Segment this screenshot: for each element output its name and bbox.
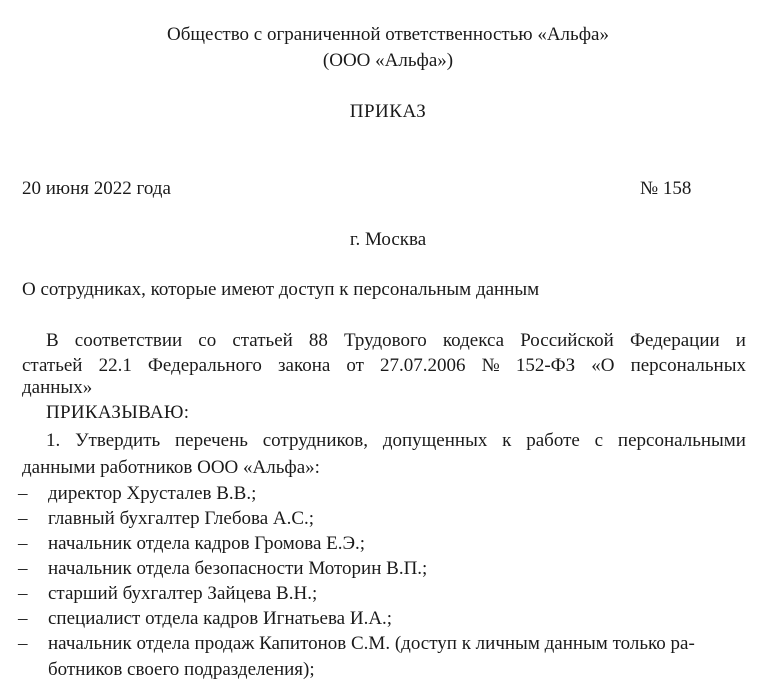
- list-dash: –: [18, 558, 28, 579]
- preamble-word: 27.07.2006: [380, 355, 466, 376]
- item-1-word: Утвердить: [75, 430, 161, 451]
- list-item-continuation: ботников своего подразделения);: [48, 659, 315, 680]
- list-dash: –: [18, 508, 28, 529]
- preamble-word: статьей: [232, 330, 293, 351]
- preamble-word: закона: [278, 355, 331, 376]
- preamble-word: статьей: [22, 355, 83, 376]
- document-type-title: ПРИКАЗ: [349, 101, 427, 122]
- list-dash: –: [18, 483, 28, 504]
- preamble-word: и: [735, 330, 746, 351]
- list-item-text: специалист отдела кадров Игнатьева И.А.;: [48, 608, 393, 629]
- list-dash: –: [18, 533, 28, 554]
- order-city: г. Москва: [349, 229, 427, 250]
- item-1-word: допущенных: [382, 430, 488, 451]
- list-item-text: начальник отдела безопасности Моторин В.П.;: [48, 558, 428, 579]
- list-item: [18, 583, 317, 605]
- item-1-word: с: [594, 430, 604, 451]
- org-full-name: Общество с ограниченной ответственностью «Альфа»: [167, 24, 609, 45]
- list-item-text: старший бухгалтер Зайцева В.Н.;: [48, 583, 318, 604]
- preamble-line-2: [22, 355, 746, 377]
- list-item: [18, 633, 695, 655]
- preamble-word: соответствии: [74, 330, 183, 351]
- item-1-word: персональными: [617, 430, 746, 451]
- order-subject: О сотрудниках, которые имеют доступ к персональным данным: [22, 279, 540, 300]
- order-number: № 158: [640, 178, 692, 199]
- list-item: [18, 508, 314, 530]
- list-item-text: главный бухгалтер Глебова А.С.;: [48, 508, 315, 529]
- preamble-word: В: [46, 330, 59, 351]
- item-1-line-2: данными работников ООО «Альфа»:: [22, 457, 320, 478]
- preamble-word: от: [346, 355, 364, 376]
- item-1-word: перечень: [175, 430, 248, 451]
- item-1-word: работе: [526, 430, 580, 451]
- list-item: [18, 558, 427, 580]
- list-item-text: директор Хрусталев В.В.;: [48, 483, 257, 504]
- list-dash: –: [18, 583, 28, 604]
- item-1-word: к: [502, 430, 512, 451]
- preamble-word: 22.1: [98, 355, 132, 376]
- list-item: [18, 483, 256, 505]
- preamble-word: со: [198, 330, 217, 351]
- preamble-word: Федерального: [147, 355, 262, 376]
- preamble-word: «О: [591, 355, 615, 376]
- preamble-word: 152-ФЗ: [515, 355, 576, 376]
- item-1-word: 1.: [46, 430, 61, 451]
- preamble-word: №: [481, 355, 500, 376]
- preamble-line-1: [46, 330, 746, 352]
- preamble-word: персональных: [630, 355, 746, 376]
- order-directive-word: ПРИКАЗЫВАЮ:: [46, 402, 190, 423]
- org-short-name: (ООО «Альфа»): [322, 50, 454, 71]
- order-date: 20 июня 2022 года: [22, 178, 171, 199]
- preamble-word: Федерации: [629, 330, 720, 351]
- list-item: [18, 608, 392, 630]
- preamble-word: кодекса: [442, 330, 505, 351]
- preamble-word: Российской: [520, 330, 614, 351]
- item-1-word: сотрудников,: [262, 430, 368, 451]
- preamble-word: Трудового: [344, 330, 427, 351]
- preamble-line-3: данных»: [22, 377, 93, 398]
- list-item-text: начальник отдела кадров Громова Е.Э.;: [48, 533, 366, 554]
- list-dash: –: [18, 633, 28, 654]
- list-item-text: начальник отдела продаж Капитонов С.М. (доступ к личным данным только ра-: [48, 633, 695, 654]
- list-item: [18, 533, 365, 555]
- item-1-line-1: [46, 430, 746, 452]
- preamble-word: 88: [308, 330, 328, 351]
- list-dash: –: [18, 608, 28, 629]
